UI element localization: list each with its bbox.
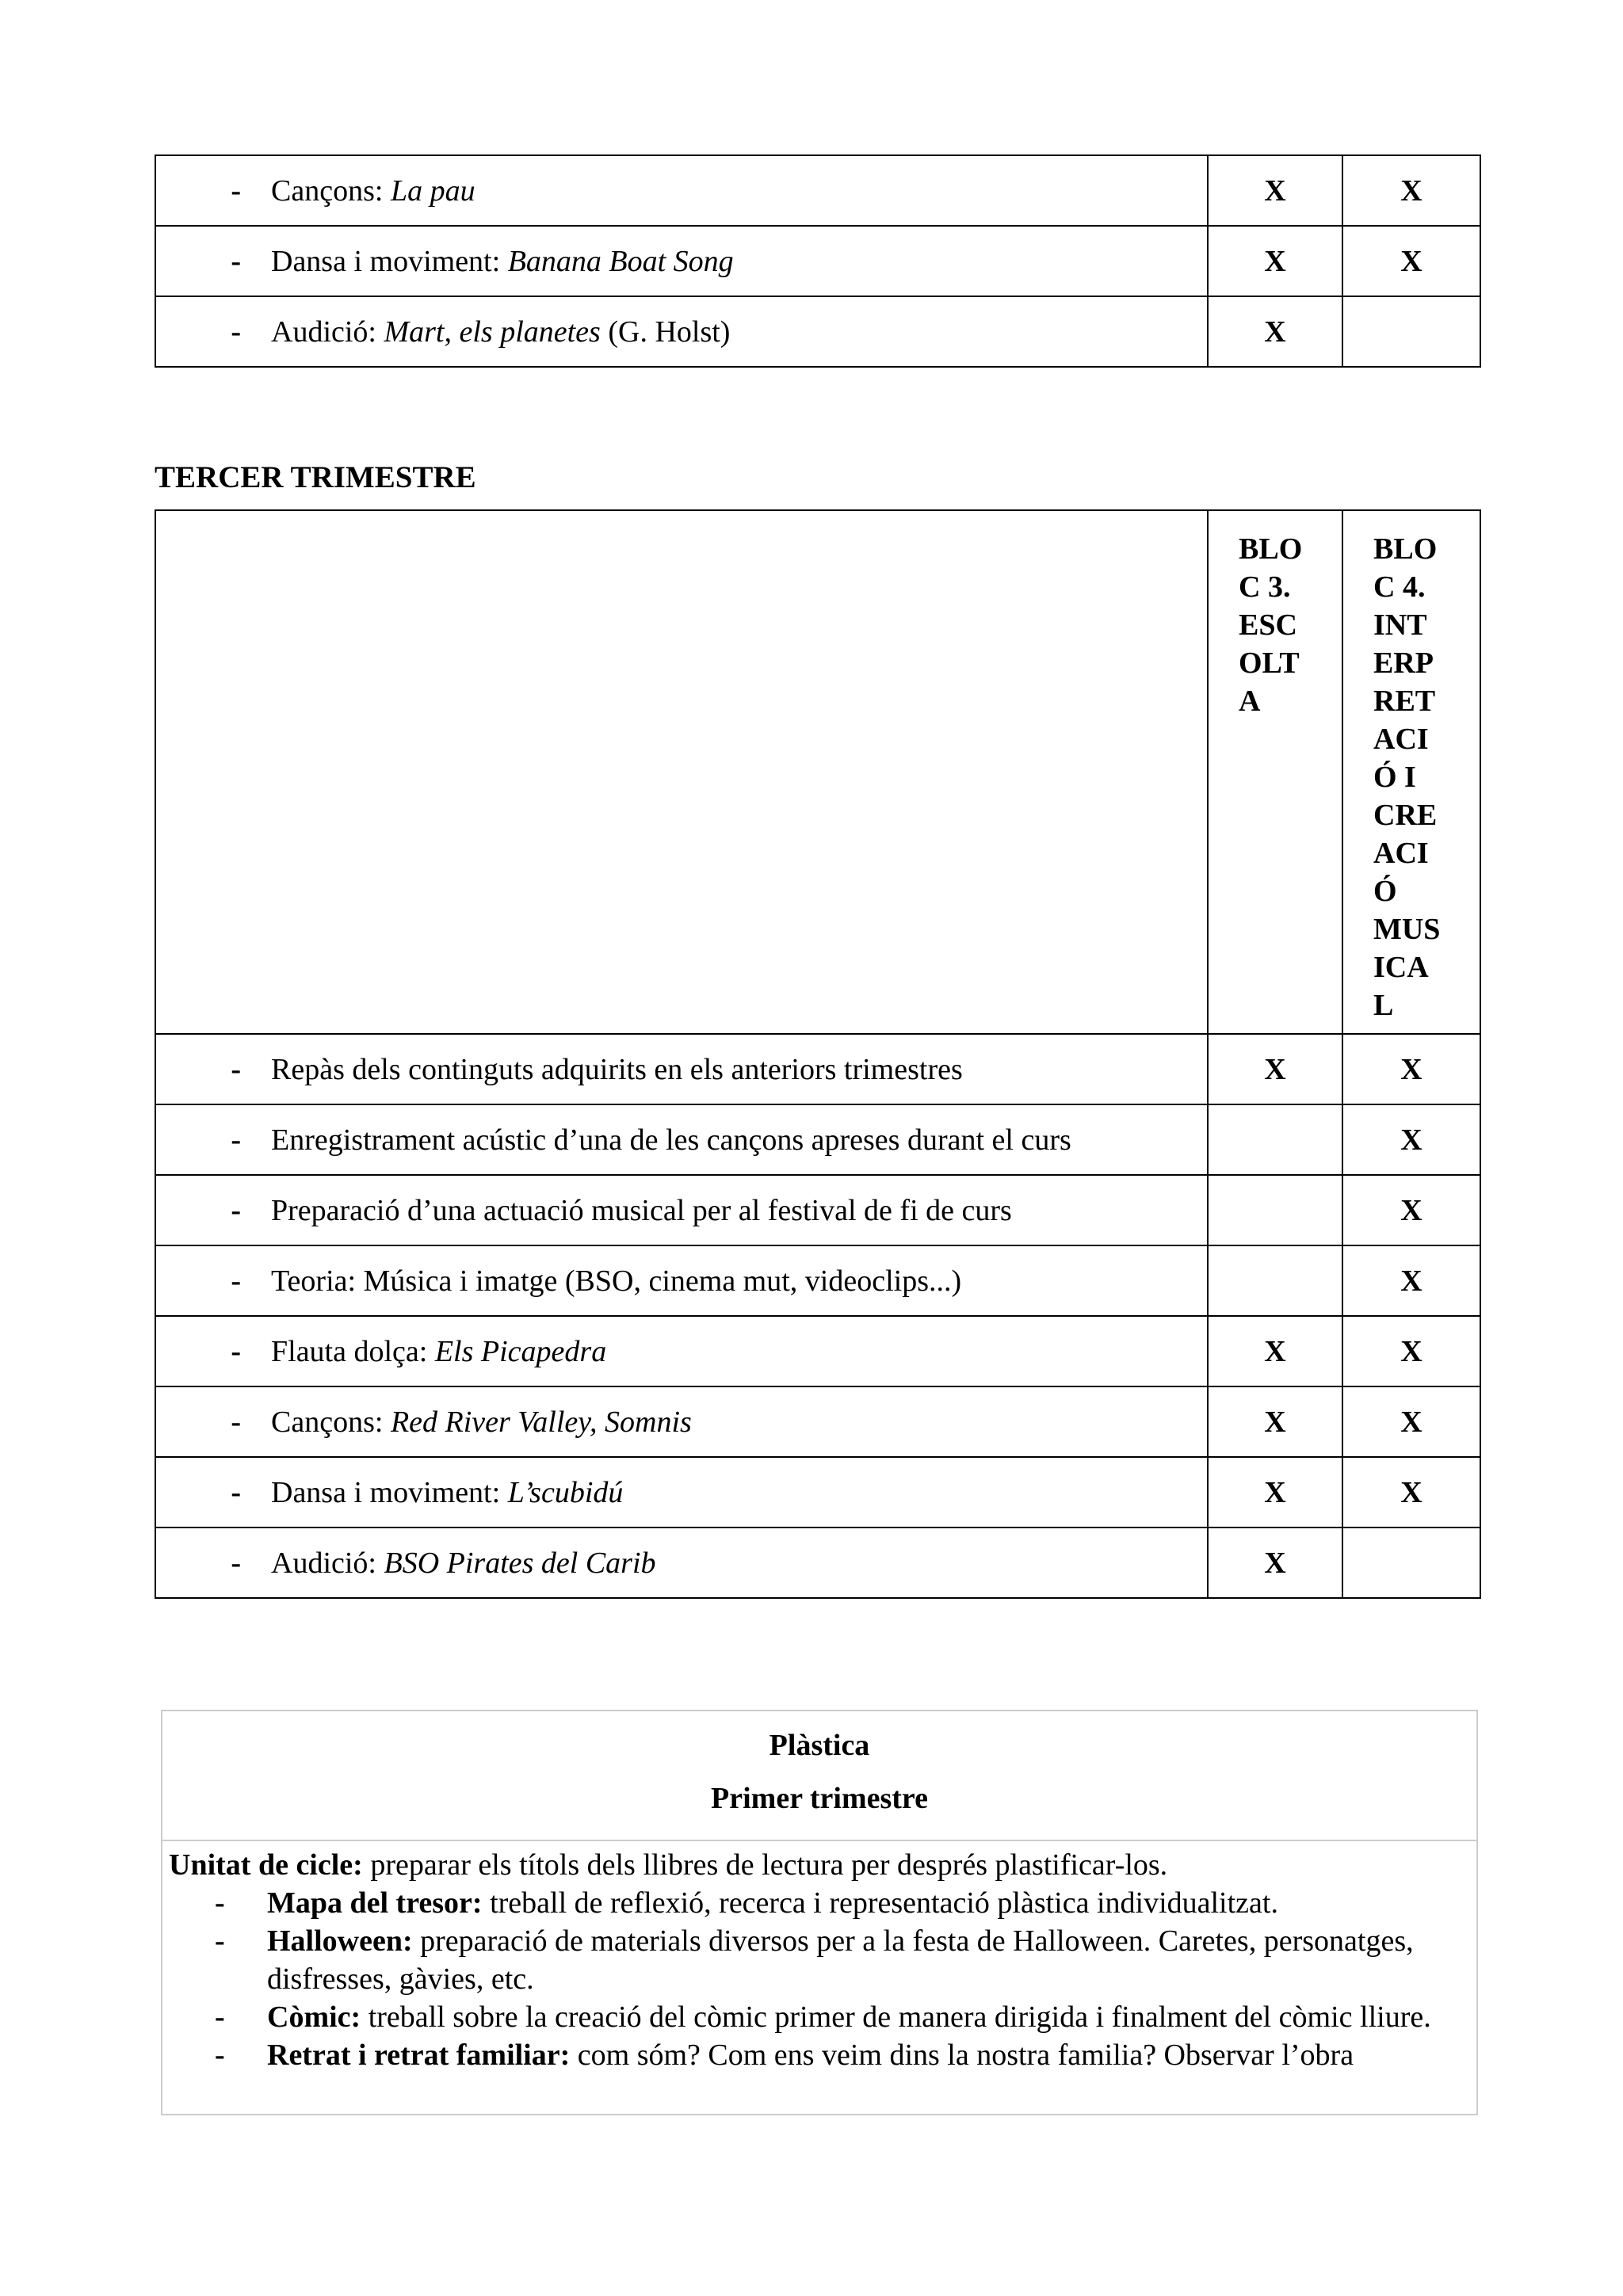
item-text: Cançons:: [271, 174, 391, 208]
dash-bullet: -: [231, 1193, 241, 1227]
dash-bullet: -: [231, 1546, 241, 1580]
table-row: [155, 1457, 1480, 1527]
list-item: [169, 1884, 1470, 1922]
mark-cell: [1208, 1175, 1342, 1245]
header-line: Ó: [1373, 875, 1397, 908]
item-label: Mapa del tresor:: [267, 1886, 483, 1920]
item-label: Còmic:: [267, 2000, 361, 2034]
header-bloc-4: [1342, 510, 1480, 1034]
item-text: Teoria: Música i imatge (BSO, cinema mut, videoclips...): [271, 1264, 962, 1298]
header-line: ACI: [1373, 723, 1429, 756]
mark-cell: X: [1208, 1316, 1342, 1386]
table-row: [155, 296, 1480, 367]
intro-label: Unitat de cicle:: [169, 1848, 363, 1882]
item-text: Cançons:: [271, 1405, 391, 1439]
item-title: Banana Boat Song: [507, 244, 734, 278]
item-title: BSO Pirates del Carib: [384, 1546, 656, 1580]
header-line: BLO: [1373, 532, 1438, 566]
table-row: [155, 1245, 1480, 1316]
item-text: Flauta dolça:: [271, 1334, 435, 1368]
top-table: [155, 154, 1481, 368]
mark-cell: X: [1342, 1104, 1480, 1175]
item-title: La pau: [390, 174, 475, 208]
item-cell: [155, 1527, 1208, 1598]
header-line: ICA: [1373, 951, 1429, 984]
header-line: BLO: [1239, 532, 1303, 566]
item-suffix: (G. Holst): [600, 315, 731, 349]
plastica-heading: Plàstica: [769, 1729, 870, 1762]
header-line: L: [1373, 989, 1394, 1022]
plastica-header: [162, 1711, 1476, 1841]
dash-bullet: -: [231, 315, 241, 349]
item-cell: [155, 1104, 1208, 1175]
mark-cell: X: [1342, 1386, 1480, 1457]
header-line: INT: [1373, 608, 1427, 642]
dash-bullet: -: [231, 244, 241, 278]
dash-bullet: -: [231, 1052, 241, 1086]
item-title: L’scubidú: [507, 1475, 624, 1509]
item-cell: [155, 155, 1208, 226]
mark-cell: X: [1342, 1245, 1480, 1316]
table-row: [155, 1527, 1480, 1598]
intro-text: preparar els títols dels llibres de lectura per després plastificar-los.: [362, 1848, 1168, 1882]
dash-bullet: -: [215, 2039, 225, 2072]
item-cell: [155, 1386, 1208, 1457]
section-title: TERCER TRIMESTRE: [155, 460, 476, 494]
mark-cell: X: [1208, 296, 1342, 367]
item-text: preparació de materials diversos per a la festa de Halloween. Caretes, personatges, disfresses, gàvies, etc.: [267, 1924, 1414, 1996]
header-empty-cell: [155, 510, 1208, 1034]
item-cell: [155, 1245, 1208, 1316]
plastica-intro: [169, 1846, 1470, 1884]
item-text: Preparació d’una actuació musical per al festival de fi de curs: [271, 1193, 1012, 1227]
header-line: C 3.: [1239, 570, 1291, 604]
mark-cell: X: [1208, 1457, 1342, 1527]
dash-bullet: -: [231, 1475, 241, 1509]
mark-cell: X: [1342, 155, 1480, 226]
item-title: Mart, els planetes: [384, 315, 601, 349]
item-cell: [155, 1457, 1208, 1527]
item-text: Dansa i moviment:: [271, 244, 508, 278]
list-item: [169, 1922, 1470, 1998]
dash-bullet: -: [231, 1123, 241, 1157]
mark-cell: X: [1208, 226, 1342, 296]
mark-cell: [1342, 1527, 1480, 1598]
item-title: Red River Valley, Somnis: [390, 1405, 692, 1439]
mark-cell: X: [1342, 1457, 1480, 1527]
item-text: treball sobre la creació del còmic primer de manera dirigida i finalment del còmic lliure.: [361, 2000, 1431, 2034]
dash-bullet: -: [231, 1264, 241, 1298]
header-line: Ó I: [1373, 761, 1416, 794]
dash-bullet: -: [231, 1405, 241, 1439]
mark-cell: X: [1208, 1527, 1342, 1598]
mark-cell: [1208, 1245, 1342, 1316]
list-item: [169, 1998, 1470, 2036]
mark-cell: X: [1342, 1034, 1480, 1104]
list-item: [169, 2036, 1470, 2074]
mark-cell: [1208, 1104, 1342, 1175]
table-row: [155, 226, 1480, 296]
header-bloc-3: [1208, 510, 1342, 1034]
item-text: Audició:: [271, 1546, 384, 1580]
dash-bullet: -: [215, 2000, 225, 2034]
dash-bullet: -: [215, 1886, 225, 1920]
dash-bullet: -: [215, 1924, 225, 1958]
table-row: [155, 1034, 1480, 1104]
dash-bullet: -: [231, 1334, 241, 1368]
item-title: Els Picapedra: [434, 1334, 607, 1368]
item-text: Repàs dels continguts adquirits en els anteriors trimestres: [271, 1052, 963, 1086]
mark-cell: X: [1342, 226, 1480, 296]
item-text: com sóm? Com ens veim dins la nostra familia? Observar l’obra: [570, 2039, 1354, 2072]
item-text: treball de reflexió, recerca i representació plàstica individualitzat.: [482, 1886, 1278, 1920]
header-line: RET: [1373, 685, 1436, 718]
table-row: [155, 155, 1480, 226]
tercer-trimestre-table: [155, 509, 1481, 1599]
item-cell: [155, 1316, 1208, 1386]
header-line: ERP: [1373, 646, 1434, 680]
mark-cell: X: [1342, 1175, 1480, 1245]
mark-cell: X: [1208, 1386, 1342, 1457]
header-line: CRE: [1373, 799, 1438, 832]
header-line: OLT: [1239, 646, 1300, 680]
plastica-body: [162, 1841, 1476, 2114]
table-header-row: [155, 510, 1480, 1034]
mark-cell: X: [1208, 1034, 1342, 1104]
header-line: C 4.: [1373, 570, 1426, 604]
item-cell: [155, 1175, 1208, 1245]
header-line: A: [1239, 685, 1261, 718]
table-row: [155, 1386, 1480, 1457]
table-row: [155, 1104, 1480, 1175]
header-line: MUS: [1373, 913, 1441, 946]
mark-cell: X: [1342, 1316, 1480, 1386]
mark-cell: X: [1208, 155, 1342, 226]
header-line: ACI: [1373, 837, 1429, 870]
plastica-subheading: Primer trimestre: [711, 1782, 928, 1815]
header-line: ESC: [1239, 608, 1297, 642]
item-text: Enregistrament acústic d’una de les cançons apreses durant el curs: [271, 1123, 1071, 1157]
mark-cell: [1342, 296, 1480, 367]
item-label: Retrat i retrat familiar:: [267, 2039, 571, 2072]
item-cell: [155, 1034, 1208, 1104]
table-row: [155, 1316, 1480, 1386]
item-text: Dansa i moviment:: [271, 1475, 508, 1509]
item-label: Halloween:: [267, 1924, 413, 1958]
plastica-list: [169, 1884, 1470, 2074]
dash-bullet: -: [231, 174, 241, 208]
table-row: [155, 1175, 1480, 1245]
item-cell: [155, 296, 1208, 367]
item-text: Audició:: [271, 315, 384, 349]
item-cell: [155, 226, 1208, 296]
plastica-box: [161, 1710, 1478, 2115]
